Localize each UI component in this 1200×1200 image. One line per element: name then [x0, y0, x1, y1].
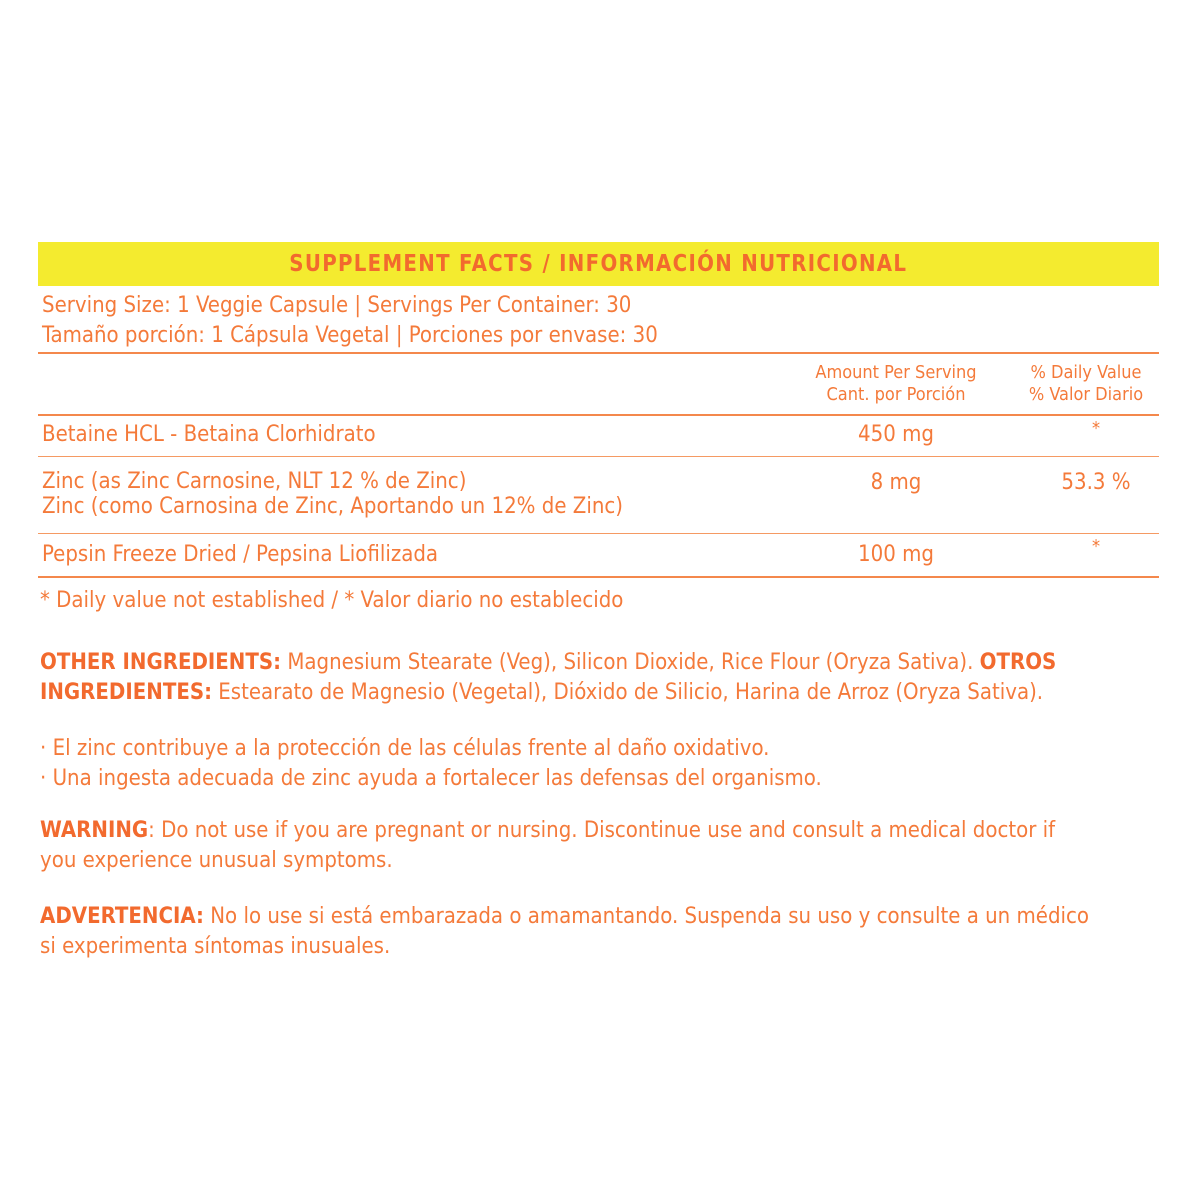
ingredient-name: Betaine HCL - Betaina Clorhidrato — [42, 422, 376, 447]
amount-column-header — [796, 362, 996, 406]
warning-text-1: : Do not use if you are pregnant or nursing. Discontinue use and consult a medical doctor if — [148, 818, 1056, 843]
ingredient-name-es: Zinc (como Carnosina de Zinc, Aportando un 12% de Zinc) — [42, 494, 623, 519]
advertencia-text — [40, 902, 1162, 962]
ingredient-name — [42, 469, 623, 519]
other-ingredients-label: OTHER INGREDIENTS: — [40, 650, 282, 675]
amount-header-es: Cant. por Porción — [826, 384, 966, 405]
other-ingredients-line-2 — [40, 678, 1162, 708]
advertencia-label: ADVERTENCIA: — [40, 904, 204, 929]
advertencia-text-1: No lo use si está embarazada o amamantando. Suspenda su uso y consulte a un médico — [203, 904, 1090, 929]
serving-line-es: Tamaño porción: 1 Cápsula Vegetal | Porciones por envase: 30 — [42, 323, 658, 348]
column-headers — [38, 354, 1159, 414]
supplement-facts-title: SUPPLEMENT FACTS / INFORMACIÓN NUTRICIONAL — [289, 251, 908, 277]
ingredient-daily-value: * — [1091, 536, 1101, 557]
supplement-facts-panel — [38, 242, 1159, 613]
ingredient-daily-value: * — [1091, 418, 1101, 439]
serving-line-en: Serving Size: 1 Veggie Capsule | Servings Per Container: 30 — [42, 293, 632, 318]
otros-label: OTROS — [979, 650, 1057, 675]
daily-header-es: % Valor Diario — [1028, 384, 1144, 405]
other-ingredients-text-en: Magnesium Stearate (Veg), Silicon Dioxide, Rice Flour (Oryza Sativa). — [281, 650, 980, 675]
supplement-facts-title-bar — [38, 242, 1159, 286]
ingredient-amount: 100 mg — [858, 542, 934, 567]
daily-value-column-header — [1018, 362, 1154, 406]
warning-line-1 — [40, 816, 1162, 846]
ingredient-amount: 450 mg — [858, 422, 934, 447]
daily-header-en: % Daily Value — [1030, 362, 1142, 383]
other-ingredients — [40, 648, 1162, 708]
claim-item: · Una ingesta adecuada de zinc ayuda a fortalecer las defensas del organismo. — [40, 766, 822, 791]
table-row — [38, 457, 1159, 533]
other-ingredients-text-es: Estearato de Magnesio (Vegetal), Dióxido de Silicio, Harina de Arroz (Oryza Sativa). — [212, 680, 1044, 705]
advertencia-line-1 — [40, 902, 1162, 932]
health-claims — [40, 734, 1162, 794]
table-row — [38, 534, 1159, 576]
advertencia-line-2: si experimenta síntomas inusuales. — [40, 934, 391, 959]
other-ingredients-line-1 — [40, 648, 1162, 678]
serving-info — [38, 286, 1159, 352]
table-row — [38, 416, 1159, 456]
warning-text — [40, 816, 1162, 876]
warning-line-2: you experience unusual symptoms. — [40, 848, 393, 873]
ingredient-amount: 8 mg — [870, 470, 922, 495]
warning-label: WARNING — [40, 818, 149, 843]
ingredient-name-en: Zinc (as Zinc Carnosine, NLT 12 % de Zinc) — [42, 469, 467, 494]
ingredient-daily-value: 53.3 % — [1061, 470, 1131, 495]
ingredientes-label: INGREDIENTES: — [40, 680, 213, 705]
claim-item: · El zinc contribuye a la protección de las células frente al daño oxidativo. — [40, 736, 770, 761]
amount-header-en: Amount Per Serving — [815, 362, 977, 383]
daily-value-footnote: * Daily value not established / * Valor diario no establecido — [40, 588, 624, 613]
ingredient-name: Pepsin Freeze Dried / Pepsina Liofilizada — [42, 542, 439, 567]
